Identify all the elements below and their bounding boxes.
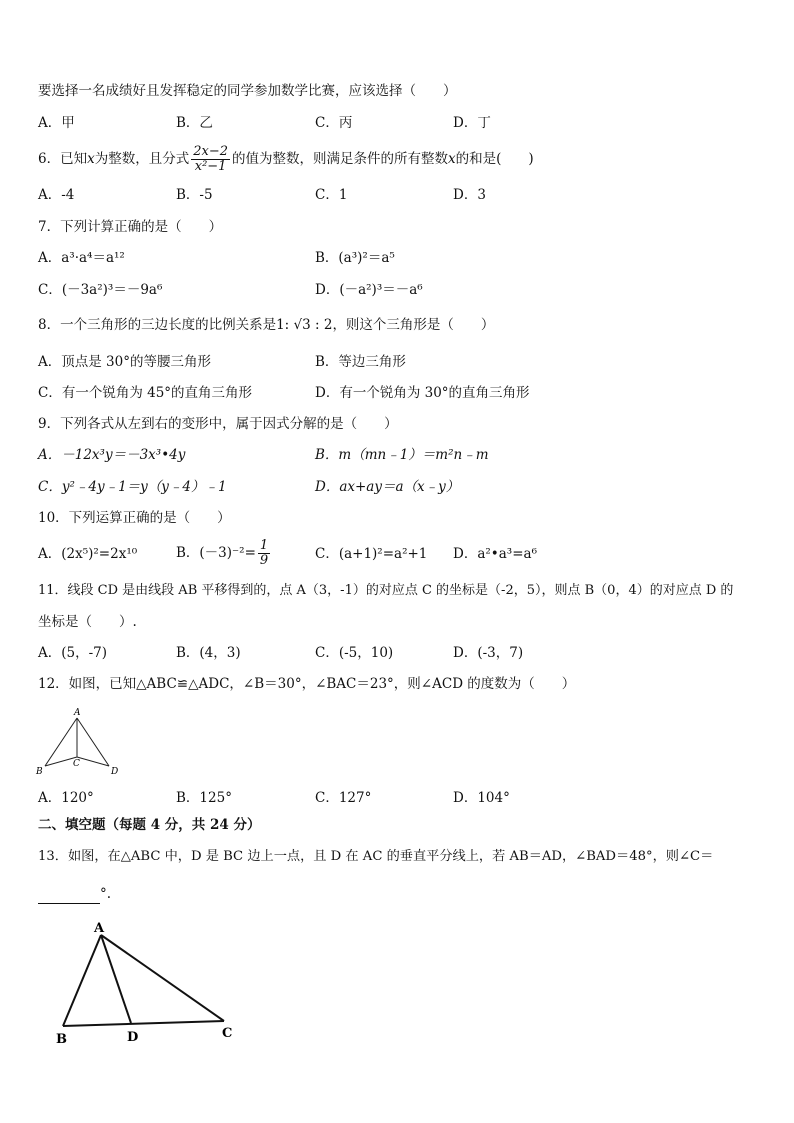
q6-stem-post: 的值为整数，则满足条件的所有整数	[232, 151, 448, 167]
q10-option-a[interactable]: A．(2x⁵)²=2x¹⁰	[38, 546, 138, 562]
q11-option-c[interactable]: C．(-5，10)	[315, 645, 394, 661]
q10-option-b-text: B．(－3)⁻²=	[176, 545, 256, 561]
q11-option-b[interactable]: B．(4，3)	[176, 645, 241, 661]
q12-stem: 12．如图，已知△ABC≌△ADC，∠B＝30°，∠BAC＝23°，则∠ACD 的度数为（ ）	[38, 676, 576, 692]
q6-fraction-denominator: x²−1	[194, 159, 227, 174]
q5-stem: 要选择一名成绩好且发挥稳定的同学参加数学比赛，应该选择（ ）	[38, 83, 457, 99]
q7-stem: 7．下列计算正确的是（ ）	[38, 219, 223, 235]
q12-label-b: B	[36, 767, 43, 777]
q6-option-a[interactable]: A．-4	[38, 187, 75, 203]
q6-stem-mid: 为整数，且分式	[94, 151, 190, 167]
q13-label-a: A	[94, 921, 105, 936]
q10-b-denominator: 9	[259, 553, 269, 568]
q8-option-a[interactable]: A．顶点是 30°的等腰三角形	[38, 354, 211, 370]
q13-figure	[50, 915, 250, 1050]
q6-stem-pre: 6．已知	[38, 151, 88, 167]
section-2-heading: 二、填空题（每题 4 分，共 24 分）	[38, 817, 261, 833]
q13-label-b: B	[56, 1032, 67, 1047]
q6-var-x2: x	[448, 151, 456, 167]
q9-option-c[interactable]: C．y²﹣4y﹣1＝y（y﹣4）﹣1	[38, 479, 227, 495]
q13-answer-blank[interactable]	[38, 889, 100, 904]
q10-option-c[interactable]: C．(a+1)²=a²+1	[315, 546, 428, 562]
q6-var-x: x	[87, 151, 95, 167]
q10-stem: 10．下列运算正确的是（ ）	[38, 510, 231, 526]
q11-option-a[interactable]: A．(5，-7)	[38, 645, 108, 661]
q9-option-a[interactable]: A．－12x³y＝－3x³•4y	[38, 447, 186, 463]
q13-segment-ab	[63, 935, 101, 1026]
q12-option-d[interactable]: D．104°	[453, 790, 510, 806]
q11-stem-line2: 坐标是（ ）.	[38, 614, 137, 630]
q6-fraction	[191, 145, 230, 174]
q7-option-a[interactable]: A．a³·a⁴＝a¹²	[38, 250, 125, 266]
q7-option-b[interactable]: B．(a³)²＝a⁵	[315, 250, 395, 266]
q6-stem-end: 的和是( )	[455, 151, 534, 167]
q8-option-b[interactable]: B．等边三角形	[315, 354, 406, 370]
q6-option-b[interactable]: B．-5	[176, 187, 213, 203]
q10-option-b-fraction	[258, 539, 270, 568]
q5-option-b[interactable]: B．乙	[176, 115, 213, 131]
q6-option-c[interactable]: C．1	[315, 187, 348, 203]
q12-option-b[interactable]: B．125°	[176, 790, 232, 806]
q9-option-b[interactable]: B．m（mn﹣1）＝m²n﹣m	[315, 447, 489, 463]
q8-stem-pre: 8．一个三角形的三边长度的比例关系是	[38, 317, 277, 333]
q8-stem	[38, 315, 494, 335]
q13-segment-ac	[101, 935, 224, 1021]
q10-option-d[interactable]: D．a²•a³=a⁶	[453, 546, 537, 562]
q13-stem: 13．如图，在△ABC 中，D 是 BC 边上一点，且 D 在 AC 的垂直平分线上，若 AB＝AD，∠BAD＝48°，则∠C＝	[38, 849, 714, 864]
q8-option-c[interactable]: C．有一个锐角为 45°的直角三角形	[38, 385, 253, 401]
q6-fraction-numerator: 2x−2	[193, 144, 228, 159]
q7-option-d[interactable]: D．(－a²)³＝－a⁶	[315, 282, 423, 298]
q11-stem-line1: 11．线段 CD 是由线段 AB 平移得到的，点 A（3，-1）的对应点 C 的坐标是（-2，5），则点 B（0，4）的对应点 D 的	[38, 583, 734, 598]
q12-label-d: D	[111, 767, 119, 777]
q12-label-c: C	[73, 759, 80, 769]
q13-answer-line	[38, 884, 111, 904]
q5-option-a[interactable]: A．甲	[38, 115, 75, 131]
q11-option-d[interactable]: D．(-3，7)	[453, 645, 524, 661]
q13-segment-bc	[63, 1021, 224, 1026]
q12-option-a[interactable]: A．120°	[38, 790, 94, 806]
q7-option-c[interactable]: C．(－3a²)³＝－9a⁶	[38, 282, 163, 298]
q5-option-d[interactable]: D．丁	[453, 115, 491, 131]
q13-label-c: C	[222, 1026, 233, 1041]
q6-option-d[interactable]: D．3	[453, 187, 486, 203]
q9-stem: 9．下列各式从左到右的变形中，属于因式分解的是（ ）	[38, 416, 398, 432]
q12-label-a: A	[74, 708, 81, 718]
q13-label-d: D	[127, 1030, 139, 1045]
q13-segment-ad	[101, 935, 131, 1023]
q6-stem	[38, 142, 534, 176]
q12-option-c[interactable]: C．127°	[315, 790, 372, 806]
q10-option-b[interactable]	[176, 536, 272, 570]
q8-option-d[interactable]: D．有一个锐角为 30°的直角三角形	[315, 385, 530, 401]
q8-stem-post: ，则这个三角形是（ ）	[332, 317, 495, 333]
q8-ratio: 1: √3 : 2	[276, 317, 333, 333]
q13-blank-suffix: °.	[100, 886, 112, 902]
q5-option-c[interactable]: C．丙	[315, 115, 353, 131]
q12-figure	[32, 704, 132, 780]
q10-b-numerator: 1	[259, 538, 269, 553]
q9-option-d[interactable]: D．ax+ay＝a（x﹣y）	[315, 479, 460, 495]
